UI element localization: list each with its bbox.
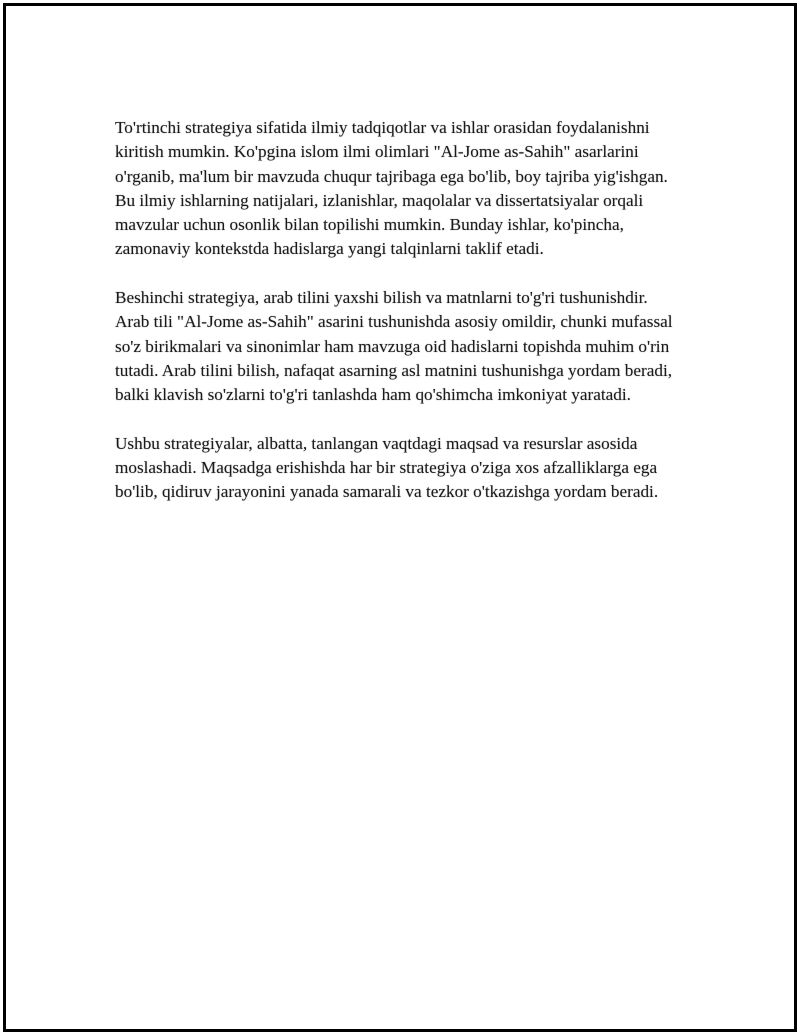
paragraph-conclusion: Ushbu strategiyalar, albatta, tanlangan vaqtdagi maqsad va resurslar asosida moslashadi. Maqsadga erishishda har bir strategiya o'ziga xos afzalliklarga ega bo'lib, qidiruv jarayonini yanada samarali va tezkor o'tkazishga yordam beradi. <box>115 433 659 502</box>
document-body <box>115 116 685 529</box>
paragraph-strategy-five: Beshinchi strategiya, arab tilini yaxshi bilish va matnlarni to'g'ri tushunishdir. Arab tili "Al-Jome as-Sahih" asarini tushunishda asosiy omildir, chunki mufassal so'z birikmalari va sinonimlar ham mavzuga oid hadislarni topishda muhim o'rin tutadi. Arab tilini bilish, nafaqat asarning asl matnini tushunishga yordam beradi, balki klavish so'zlarni to'g'ri tanlashda ham qo'shimcha imkoniyat yaratadi. <box>115 288 673 405</box>
paragraph-strategy-four: To'rtinchi strategiya sifatida ilmiy tadqiqotlar va ishlar orasidan foydalanishni kiritish mumkin. Ko'pgina islom ilmi olimlari "Al-Jome as-Sahih" asarlarini o'rganib, ma'lum bir mavzuda chuqur tajribaga ega bo'lib, boy tajriba yig'ishgan. Bu ilmiy ishlarning natijalari, izlanishlar, maqolalar va dissertatsiyalar orqali mavzular uchun osonlik bilan topilishi mumkin. Bunday ishlar, ko'pincha, zamonaviy kontekstda hadislarga yangi talqinlarni taklif etadi. <box>115 118 668 259</box>
